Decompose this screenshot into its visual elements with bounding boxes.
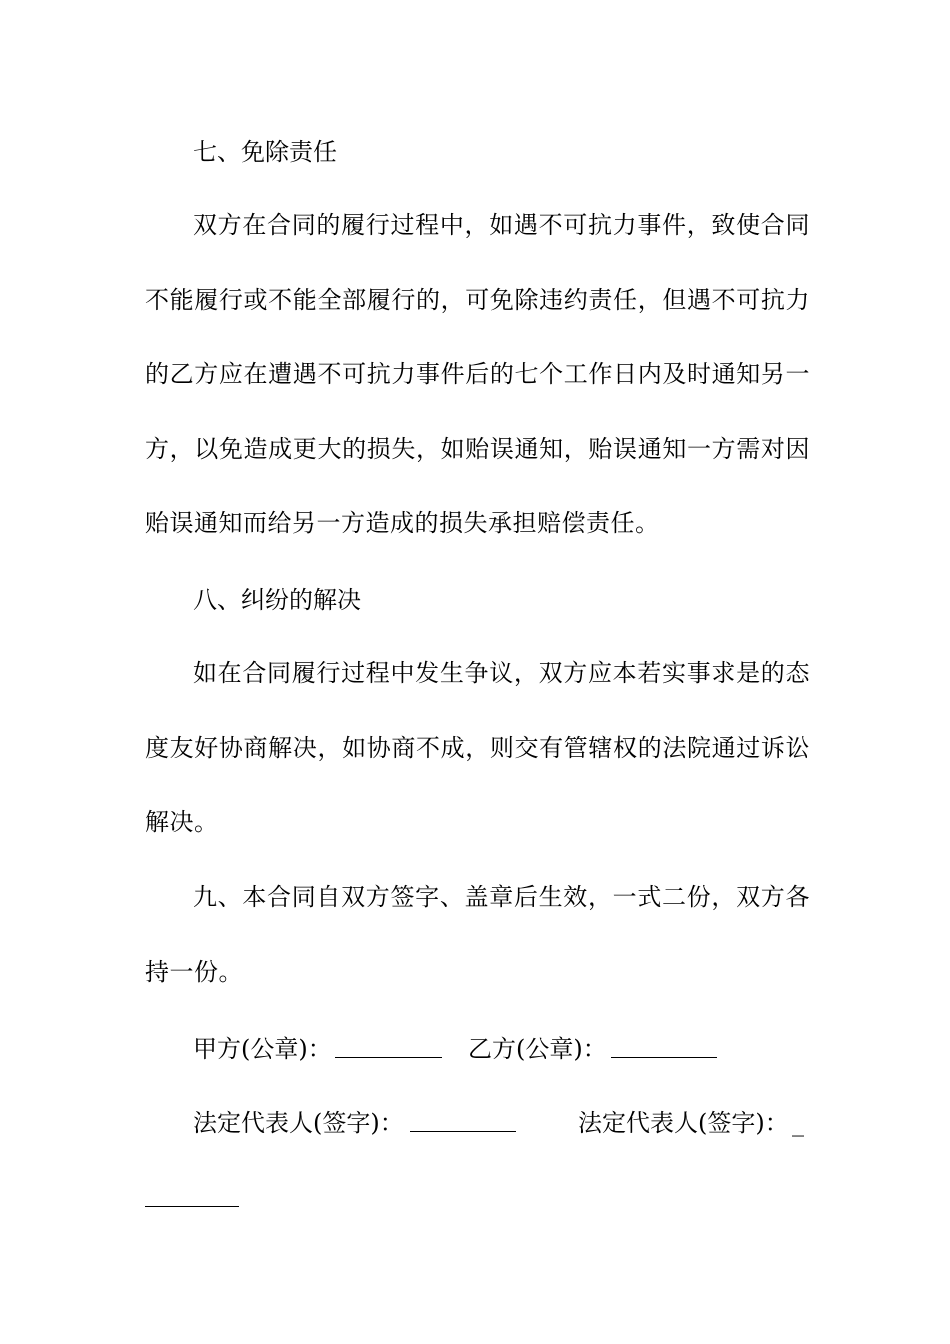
section-9-body: 九、本合同自双方签字、盖章后生效，一式二份，双方各持一份。 xyxy=(145,883,810,986)
section-8-title: 八、纠纷的解决 xyxy=(193,586,361,614)
party-a-seal-blank[interactable] xyxy=(335,1057,442,1058)
party-b-seal-label: 乙方(公章)： xyxy=(468,1035,607,1063)
party-a-seal-label: 甲方(公章)： xyxy=(193,1035,332,1063)
section-7-title: 七、免除责任 xyxy=(193,138,337,166)
section-8-body: 如在合同履行过程中发生争议，双方应本若实事求是的态度友好协商解决，如协商不成，则交有管辖权的法院通过诉讼解决。 xyxy=(145,659,810,836)
party-a-rep-label: 法定代表人(签字)： xyxy=(193,1109,404,1137)
party-b-seal-blank[interactable] xyxy=(611,1057,717,1058)
party-b-rep-underscore: _ xyxy=(792,1109,804,1137)
section-7-body: 双方在合同的履行过程中，如遇不可抗力事件，致使合同不能履行或不能全部履行的，可免除违约责任，但遇不可抗力的乙方应在遭遇不可抗力事件后的七个工作日内及时通知另一方，以免造成更大的损失，如贻误通知，贻误通知一方需对因贻误通知而给另一方造成的损失承担赔偿责任。 xyxy=(145,211,810,537)
party-a-rep-blank[interactable] xyxy=(410,1131,516,1132)
party-b-rep-blank[interactable] xyxy=(145,1206,239,1207)
party-b-rep-label: 法定代表人(签字)： xyxy=(578,1109,789,1137)
